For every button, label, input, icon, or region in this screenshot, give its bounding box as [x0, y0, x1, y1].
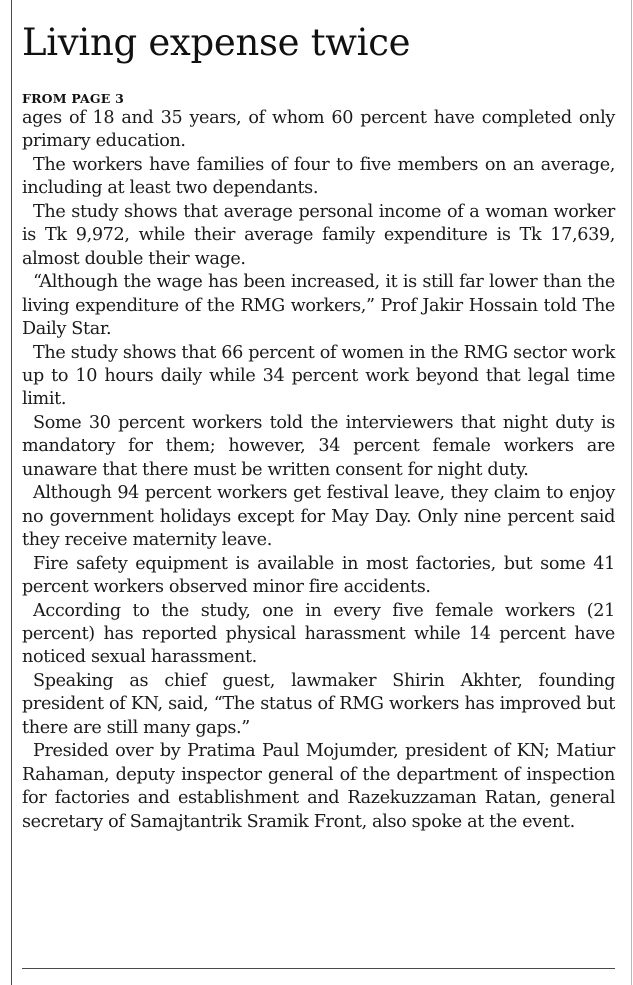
paragraph: The study shows that average personal income of a woman worker is Tk 9,972, while their average family expenditure is Tk 17,639, almost double their wage. — [22, 201, 615, 269]
article-body — [22, 107, 615, 834]
column-rule-right — [631, 0, 632, 985]
paragraph: “Although the wage has been increased, it is still far lower than the living expenditure of the RMG workers,” Prof Jakir Hossain told The Daily Star. — [22, 272, 615, 340]
continuation-kicker: FROM PAGE 3 — [22, 91, 124, 106]
paragraph: Presided over by Pratima Paul Mojumder, president of KN; Matiur Rahaman, deputy inspector general of the department of inspection for factories and establishment and Razekuzzaman Ratan, general secretary of Samajtantrik Sramik Front, also spoke at the event. — [22, 741, 615, 832]
paragraph: Fire safety equipment is available in most factories, but some 41 percent workers observed minor fire accidents. — [22, 553, 615, 598]
paragraph: According to the study, one in every five female workers (21 percent) has reported physical harassment while 14 percent have noticed sexual harassment. — [22, 600, 615, 668]
paragraph: Some 30 percent workers told the interviewers that night duty is mandatory for them; however, 34 percent female workers are unaware that there must be written consent for night duty. — [22, 412, 615, 480]
paragraph: Although 94 percent workers get festival leave, they claim to enjoy no government holidays except for May Day. Only nine percent said they receive maternity leave. — [22, 483, 615, 551]
paragraph: The workers have families of four to five members on an average, including at least two dependants. — [22, 154, 615, 199]
paragraph: Speaking as chief guest, lawmaker Shirin Akhter, founding president of KN, said, “The status of RMG workers has improved but there are still many gaps.” — [22, 670, 615, 738]
column-rule-left — [11, 0, 12, 985]
headline: Living expense twice — [22, 21, 411, 64]
paragraph: The study shows that 66 percent of women in the RMG sector work up to 10 hours daily while 34 percent work beyond that legal time limit. — [22, 342, 615, 410]
bottom-rule — [22, 968, 615, 969]
paragraph: ages of 18 and 35 years, of whom 60 percent have completed only primary education. — [22, 108, 615, 152]
